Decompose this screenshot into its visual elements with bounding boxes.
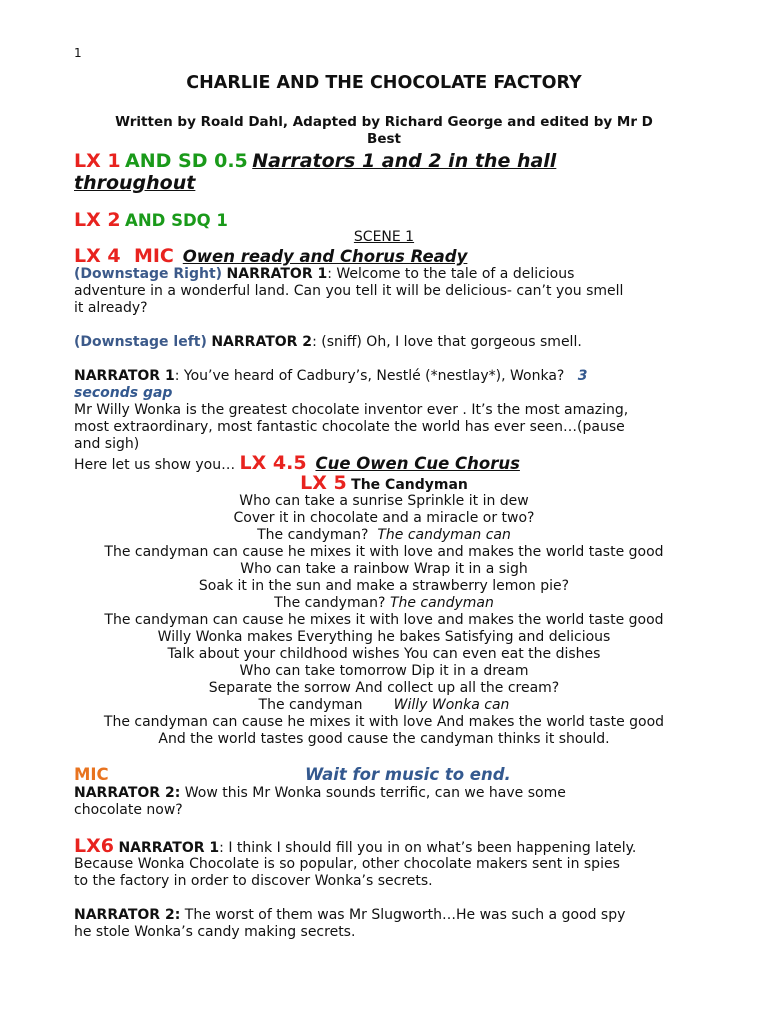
- scene-heading: SCENE 1: [353, 229, 415, 245]
- para5-line-3: to the factory in order to discover Wonka’s secrets.: [74, 873, 433, 889]
- byline-line-2: Best: [367, 131, 401, 147]
- cue-mic2: [74, 765, 109, 786]
- song-line: Soak it in the sun and make a strawberry lemon pie?: [198, 578, 570, 594]
- para1-line-2: adventure in a wonderful land. Can you tell it will be delicious- can’t you smell: [74, 283, 624, 299]
- speaker-narrator-2: NARRATOR 2:: [74, 785, 181, 801]
- song-line: The candyman? The candyman can: [257, 527, 511, 543]
- para6-line-1: NARRATOR 2: The worst of them was Mr Slugworth…He was such a good spy: [74, 907, 626, 923]
- gap-note: 3: [577, 368, 588, 384]
- song-line: Willy Wonka makes Everything he bakes Satisfying and delicious: [157, 629, 611, 645]
- song-line: The candyman can cause he mixes it with love and makes the world taste good: [104, 544, 664, 560]
- speaker-narrator-2: NARRATOR 2: [211, 334, 313, 350]
- song-line: The candyman can cause he mixes it with love and makes the world taste good: [104, 612, 664, 628]
- cue-lx1-label: LX 1: [74, 150, 121, 172]
- song-line: Separate the sorrow And collect up all the cream?: [208, 680, 560, 696]
- para3-line-1: NARRATOR 1: You’ve heard of Cadbury’s, Nestlé (*nestlay*), Wonka? 3: [74, 368, 588, 384]
- cue-sd-label: AND SD 0.5: [125, 150, 248, 172]
- para5-line-1: LX6 NARRATOR 1: I think I should fill you in on what’s been happening lately.: [74, 835, 637, 857]
- para3-gap-line: seconds gap: [74, 385, 173, 401]
- stage-direction: (Downstage Right): [74, 266, 223, 282]
- song-line: Cover it in chocolate and a miracle or two?: [233, 510, 535, 526]
- cue-lx2-label: LX 2: [74, 209, 121, 231]
- cue-lx45-label: LX 4.5: [239, 452, 307, 474]
- document-title: CHARLIE AND THE CHOCOLATE FACTORY: [186, 73, 582, 93]
- para3-line-4: most extraordinary, most fantastic chocolate the world has ever seen…(pause: [74, 419, 625, 435]
- song-line: Who can take tomorrow Dip it in a dream: [239, 663, 529, 679]
- speaker-narrator-1: NARRATOR 1: [74, 368, 175, 384]
- para6-line-2: he stole Wonka’s candy making secrets.: [74, 924, 356, 940]
- cue-lx6-label: LX6: [74, 835, 114, 857]
- para4-line-2: chocolate now?: [74, 802, 183, 818]
- song-line: Who can take a rainbow Wrap it in a sigh: [240, 561, 528, 577]
- cue-lx1-note: Narrators 1 and 2 in the hall: [252, 150, 557, 172]
- byline-line-1: Written by Roald Dahl, Adapted by Richard George and edited by Mr D: [115, 114, 653, 130]
- song-title: The Candyman: [351, 477, 468, 493]
- cue-lx5-label: LX 5: [300, 472, 347, 494]
- song-line: The candyman Willy Wonka can: [258, 697, 510, 713]
- para1-line-1: (Downstage Right) NARRATOR 1: Welcome to the tale of a delicious: [74, 266, 575, 282]
- song-line: Talk about your childhood wishes You can even eat the dishes: [167, 646, 601, 662]
- cue-lx4-label: LX 4: [74, 245, 121, 267]
- speaker-narrator-1: NARRATOR 1: [118, 840, 220, 856]
- cue-lx45-note: Cue Owen Cue Chorus: [315, 454, 520, 473]
- cue-sdq-label: AND SDQ 1: [125, 211, 228, 230]
- song-line: And the world tastes good cause the candyman thinks it should.: [158, 731, 610, 747]
- speaker-narrator-2: NARRATOR 2:: [74, 907, 181, 923]
- para3-line-6: Here let us show you… LX 4.5 Cue Owen Cue Chorus: [74, 452, 520, 474]
- para5-line-2: Because Wonka Chocolate is so popular, other chocolate makers sent in spies: [74, 856, 620, 872]
- stage-direction: (Downstage left): [74, 334, 207, 350]
- speaker-narrator-1: NARRATOR 1: [226, 266, 328, 282]
- song-line: The candyman? The candyman: [274, 595, 494, 611]
- page-number: 1: [74, 46, 82, 60]
- para1-line-3: it already?: [74, 300, 148, 316]
- cue-mic2-label: MIC: [74, 765, 109, 784]
- cue-lx4-note: Owen ready and Chorus Ready: [182, 247, 468, 266]
- cue-lx1: [74, 150, 556, 174]
- para3-line-3: Mr Willy Wonka is the greatest chocolate inventor ever . It’s the most amazing,: [74, 402, 629, 418]
- song-line: The candyman can cause he mixes it with love And makes the world taste good: [103, 714, 665, 730]
- para4-line-1: NARRATOR 2: Wow this Mr Wonka sounds terrific, can we have some: [74, 785, 566, 801]
- cue-mic2-note: Wait for music to end.: [305, 765, 511, 784]
- para2-line-1: (Downstage left) NARRATOR 2: (sniff) Oh, I love that gorgeous smell.: [74, 334, 582, 350]
- cue-mic-label: MIC: [133, 245, 174, 267]
- para3-line-5: and sigh): [74, 436, 140, 452]
- cue-lx1-note-line-2: throughout: [74, 172, 196, 194]
- song-line: Who can take a sunrise Sprinkle it in dew: [239, 493, 529, 509]
